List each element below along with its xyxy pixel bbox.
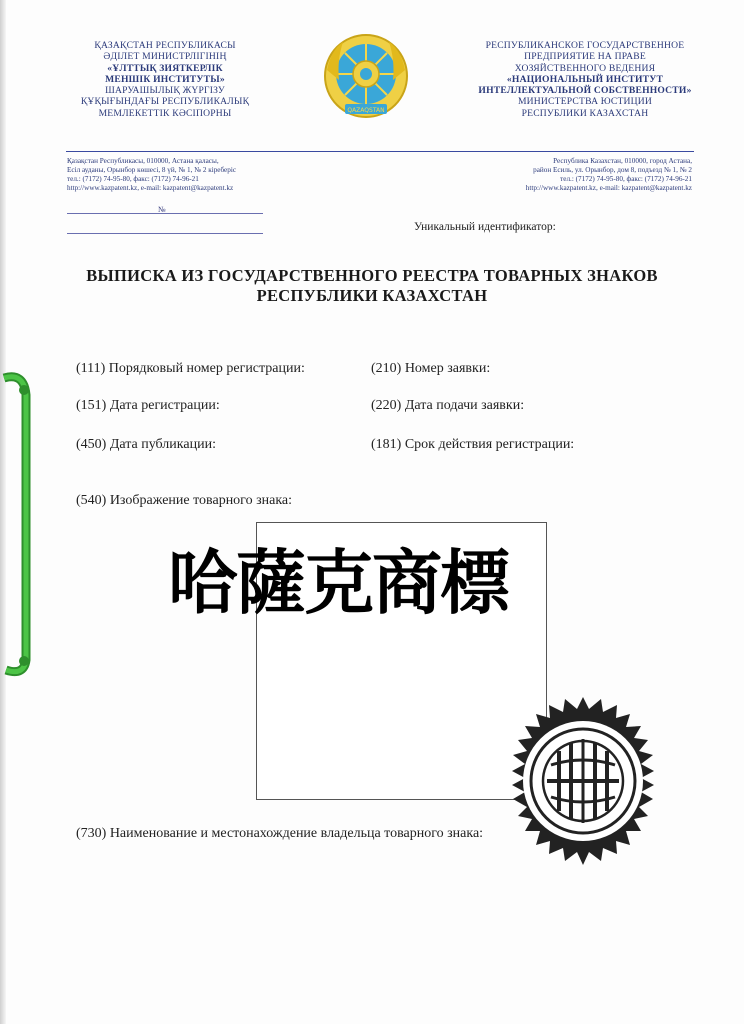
document-title [60,266,684,306]
address-line: http://www.kazpatent.kz, e-mail: kazpatent@kazpatent.kz [525,184,692,192]
address-line: Республика Казахстан, 010000, город Астана, [553,157,692,165]
header-left-line: МЕНШІК ИНСТИТУТЫ» [105,73,225,85]
field-540-trademark-image: (540) Изображение товарного знака: [76,493,293,508]
address-line: http://www.kazpatent.kz, e-mail: kazpatent@kazpatent.kz [67,184,234,192]
header-russian-org [470,40,700,119]
header-left-line: «ҰЛТТЫҚ ЗИЯТКЕРЛІК [107,62,223,74]
header-left-line: МЕМЛЕКЕТТІК КӘСІПОРНЫ [98,107,232,119]
header-right-line: РЕСПУБЛИКАНСКОЕ ГОСУДАРСТВЕННОЕ [485,40,685,51]
header-left-line: ҚАЗАҚСТАН РЕСПУБЛИКАСЫ [94,40,236,51]
address-russian [448,157,692,193]
field-210-application-number: (210) Номер заявки: [371,361,491,376]
address-line: тел.: (7172) 74-95-80, факс: (7172) 74-96-21 [67,175,199,183]
field-151-registration-date: (151) Дата регистрации: [76,398,220,413]
address-kazakh [67,157,327,193]
header-right-line: ИНТЕЛЛЕКТУАЛЬНОЙ СОБСТВЕННОСТИ» [478,85,692,97]
header-left-line: ҚҰҚЫҒЫНДАҒЫ РЕСПУБЛИКАЛЫҚ [80,96,250,108]
header-kazakh-org [60,40,270,119]
header-right-line: ХОЗЯЙСТВЕННОГО ВЕДЕНИЯ [514,62,656,74]
header-right-line: «НАЦИОНАЛЬНЫЙ ИНСТИТУТ [506,73,664,85]
field-220-filing-date: (220) Дата подачи заявки: [371,398,525,413]
field-730-owner: (730) Наименование и местонахождение владельца товарного знака: [76,826,484,841]
header-left-line: ӘДІЛЕТ МИНИСТРЛІГІНІҢ [103,51,227,63]
header-right-line: ПРЕДПРИЯТИЕ НА ПРАВЕ [524,51,646,63]
field-450-publication-date: (450) Дата публикации: [76,437,216,452]
number-sign: № [158,205,166,214]
state-emblem-icon [321,30,411,122]
header-right-line: РЕСПУБЛИКИ КАЗАХСТАН [521,107,649,119]
address-line: Есіл ауданы, Орынбор көшесі, 8 үй, № 1, № 2 кіреберіс [67,166,237,174]
header-divider [66,151,694,152]
address-line: тел.: (7172) 74-95-80, факс: (7172) 74-96-21 [560,175,692,183]
field-181-validity-term: (181) Срок действия регистрации: [371,437,575,452]
title-line: РЕСПУБЛИКИ КАЗАХСТАН [256,286,488,305]
emblem-inscription: QAZAQSTAN [347,107,385,114]
field-111-registration-number: (111) Порядковый номер регистрации: [76,361,305,376]
unique-id-label: Уникальный идентификатор: [414,221,556,233]
binding-ribbon [0,0,60,700]
official-seal-icon [497,695,669,867]
trademark-text: 哈薩克商標 [168,542,508,624]
address-line: район Есиль, ул. Орынбор, дом 8, подъезд № 1, № 2 [533,166,692,174]
header-right-line: МИНИСТЕРСТВА ЮСТИЦИИ [517,96,653,108]
outgoing-date-line [67,233,263,234]
header-left-line: ШАРУАШЫЛЫҚ ЖҮРГІЗУ [105,85,225,97]
address-line: Қазақстан Республикасы, 010000, Астана қаласы, [67,157,219,165]
title-line: ВЫПИСКА ИЗ ГОСУДАРСТВЕННОГО РЕЕСТРА ТОВАРНЫХ ЗНАКОВ [86,266,658,285]
